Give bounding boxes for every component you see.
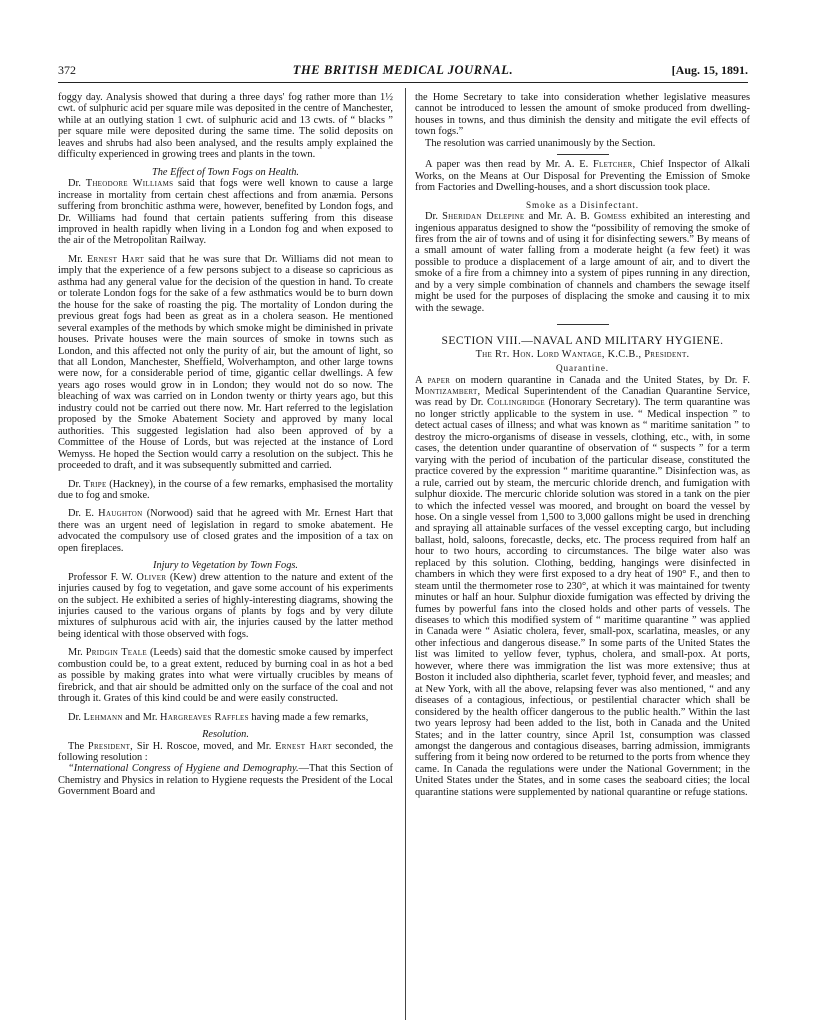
subheading-vegetation: Injury to Vegetation by Town Fogs. bbox=[153, 560, 298, 572]
header-rule bbox=[58, 82, 748, 83]
issue-date: [Aug. 15, 1891. bbox=[671, 63, 748, 77]
speaker-name: Ernest Hart bbox=[275, 740, 332, 752]
speaker-name: Collingridge bbox=[487, 397, 545, 409]
speaker-name: Montizambert, bbox=[415, 385, 481, 397]
subheading-smoke-disinfectant: Smoke as a Disinfectant. bbox=[526, 199, 639, 210]
speaker-name: Lehmann bbox=[83, 711, 123, 723]
fletcher-paragraph: A paper was then read by Mr. A. E. Fletcher, Chief Inspector of Alkali Works, on the Means at Our Disposal for Preventing the Emission of Smoke from Factories and Dwelling-houses, and a short discussion took place. bbox=[415, 159, 750, 194]
subheading-town-fogs-health: The Effect of Town Fogs on Health. bbox=[151, 166, 299, 178]
page-number: 372 bbox=[58, 63, 76, 77]
left-column bbox=[58, 92, 393, 798]
section-heading: SECTION VIII.—NAVAL AND MILITARY HYGIENE. bbox=[441, 334, 724, 348]
haughton-paragraph: Dr. E. Haughton (Norwood) said that he agreed with Mr. Ernest Hart that there was an urgent need of legislation in regard to smoke abatement. He advocated the compulsory use of closed grates and the imposition of a tax on open fireplaces. bbox=[58, 508, 393, 554]
speaker-name: President, bbox=[87, 740, 134, 752]
tripe-paragraph: Dr. Tripe (Hackney), in the course of a few remarks, emphasised the mortality due to fog and smoke. bbox=[58, 478, 394, 501]
speaker-name: Gomess bbox=[593, 211, 627, 223]
resolution-carried: The resolution was carried unanimously by the Section. bbox=[425, 137, 656, 149]
president-paragraph: The President, Sir H. Roscoe, moved, and Mr. Ernest Hart seconded, the following resolution : bbox=[58, 740, 393, 764]
oliver-paragraph: Professor F. W. Oliver (Kew) drew attention to the nature and extent of the injuries caused by fog to vegetation, and gave some account of his experiments on the subject. He exhibited a series of highly-interesting diagrams, showing the injuries caused to the various organs of plants by fogs and by very dilute mixtures of sulphurous acid with air, the injuries caused by the latter method being identical with those observed with fogs. bbox=[58, 571, 393, 640]
speaker-name: Sheridan Delepine bbox=[442, 211, 525, 223]
resolution-text: “International Congress of Hygiene and Demography.—That this Section of Chemistry and Physics in relation to Hygiene requests the President of the Local Government Board and bbox=[58, 763, 393, 798]
journal-title: THE BRITISH MEDICAL JOURNAL. bbox=[292, 63, 514, 77]
resolution-continued: the Home Secretary to take into consideration whether legislative measures cannot be introduced to lessen the amount of smoke produced from dwelling-houses in towns, and thus diminish the density and mitigate the evil effects of town fogs.” bbox=[415, 92, 750, 138]
speaker-name: Ernest Hart bbox=[86, 253, 145, 265]
speaker-name: Oliver bbox=[136, 571, 167, 583]
section-president: The Rt. Hon. Lord Wantage, K.C.B., President. bbox=[475, 348, 690, 360]
quarantine-paragraph: A paper on modern quarantine in Canada and the United States, by Dr. F. Montizambert, Medical Superintendent of the Canadian Quarantine Service, was read by Dr. Collingridge (Honorary Secretary). The term quarantine was no longer strictly applicable to the system in use. “ Medical inspection ” to detect actual cases of illness; and what was known as “ maritime sanitation ” to destroy the micro-organisms of disease in vessels, clothing, etc., with, in some cases, the detention under quarantine of observation of “ suspects ” for a term varying with the period of incubation of the particular disease, constituted the practice covered by the expression “ maritime quarantine.” Disinfection was, as a rule, carried out by steam, the mercuric chloride drench, and fumigation with sulphur dioxide. The mercuric chloride solution was stored in a tank on the pier to which the infected vessel was moored, and brought on board the vessel by hose. On a single vessel from 1,500 to 3,000 gallons might be used in drenching and spraying all attainable surfaces of the vessel excepting cargo, but including ballast, hold, saloons, forecastle, decks, etc. The process required from half an hour to two hours, according to circumstances. The bilge water also was replaced by this solution. Clothing, bedding, hangings were disinfected in chambers in which they were first exposed to a dry heat of 190° F., and then to steam until the thermometer rose to 230°, at which it was maintained for twenty minutes or half an hour. Sulphur dioxide fumigation was effected by driving the fumes by powerful fans into the closed holds and other parts of vessels. The diseases to which this modified system of “ maritime quarantine ” was applied in Canada were “ Asiatic cholera, fever, small-pox, scarlatina, measles, or any other infectious and dangerous disease.” In some parts of the United States the list was limited to yellow fever, typhus, cholera, and small-pox. At ports, however, where there was immigration the list was more extensive; thus at Boston it included also diphtheria, scarlet fever, typhoid fever, and measles; and at New York, with all the above, relapsing fever was also mentioned, “ and any diseases of a contagious, infectious, or pestilential character which shall be considered by the health officer dangerous to the public health.” Within the last two years leprosy had been added to the list, both in Canada and the United States; and in the latter country, since April 1st, consumption was classed amongst the dangerous and contagious diseases, barring admission, immigrants suffering from it being now ordered to be returned to the ports from whence they came. In Canada the regulations were under the National Government; in the United States under the States, and in some cases the seaboard cities; the local quarantine stations were supplemented by national quarantine or refuge stations. bbox=[415, 374, 750, 798]
running-header bbox=[58, 63, 748, 81]
teale-paragraph: Mr. Pridgin Teale (Leeds) said that the domestic smoke caused by imperfect combustion could be, to a great extent, reduced by burning coal in as hot a bed as possible by making grates into what were virtually crucibles by means of firebrick, and that air should be admitted only on the surface of the coal and not through it. Grates of this kind could be and were easily constructed. bbox=[58, 647, 393, 705]
speaker-name: Pridgin Teale bbox=[85, 647, 147, 659]
column-divider bbox=[405, 88, 406, 1020]
subheading-resolution: Resolution. bbox=[202, 729, 249, 741]
right-column bbox=[415, 92, 750, 798]
speaker-name: Haughton bbox=[98, 508, 143, 520]
hart-paragraph: Mr. Ernest Hart said that he was sure that Dr. Williams did not mean to imply that the experience of a few persons subject to a disease so capricious as asthma had any general value for the decision of the question in hand. To create or tolerate London fogs for the sake of a few asthmatics would be to burn down the house for the sake of roasting the pig. The mortality of London during the previous great fogs had been as great as in a cholera season. He mentioned several examples of the methods by which smoke might be diminished in private houses. Private houses were the main sources of smoke in towns such as London, and this affected not only the purity of air, but the amount of light, so that all London, Manchester, Sheffield, Wolverhampton, and other large towns were now, for a considerable period of time, gigantic cellar dwellings. A few years ago roses would grow in in London; they would not do so now. The bleaching of wax was carried on in London twenty or thirty years ago, but this industry could not be carried out there now. Mr. Hart referred to the legislation proposed by the Smoke Abatement Society and approved by many local authorities. This suggested legislation had also been approved of by a Committee of the House of Lords, but was rejected at the instance of Lord Wemyss. He hoped the Section would carry a resolution on the subject. This he proceeded to draft, and it was subsequently submitted and carried. bbox=[58, 253, 393, 472]
fog-analysis-paragraph: foggy day. Analysis showed that during a three days' fog rather more than 1½ cwt. of sulphuric acid per square mile was deposited in the centre of Manchester, while at an outlying station 1 cwt. of sulphuric acid and 13 cwts. of “ blacks ” per square mile were deposited during the same time. The solid deposits on leaves and shrubs had also been analysed, and the results amply explained the difficulty experienced in growing trees and plants in the town. bbox=[58, 92, 393, 161]
subheading-quarantine: Quarantine. bbox=[555, 363, 609, 374]
williams-paragraph: Dr. Theodore Williams said that fogs were well known to cause a large increase in mortality from certain chest affections and from anæmia. Persons suffering from bronchitic asthma were, however, benefited by London fogs, and Dr. Williams had found that certain patients suffering from this disease improved in health rapidly when living in a London fog and when exposed to the air of the Metropolitan Railway. bbox=[58, 178, 393, 247]
speaker-name: Hargreaves Raffles bbox=[160, 711, 249, 723]
speaker-name: Tripe bbox=[83, 478, 107, 490]
lehmann-paragraph: Dr. Lehmann and Mr. Hargreaves Raffles having made a few remarks, bbox=[68, 711, 369, 723]
separator-rule bbox=[557, 324, 609, 325]
speaker-name: Theodore Williams bbox=[85, 178, 174, 190]
speaker-name: Fletcher, bbox=[592, 159, 636, 171]
separator-rule bbox=[557, 154, 609, 155]
delepine-paragraph: Dr. Sheridan Delepine and Mr. A. B. Gomess exhibited an interesting and ingenious apparatus designed to show the “possibility of removing the smoke of fires from the air of towns and of using it for disinfecting sewers.” By means of a small amount of water falling from a moderate height (a few feet) it was possible to produce a displacement of a large amount of air, and to divert the smoke of a fire from a chimney into a system of pipes running in any direction, and by a very simple combination of channels and chambers the sewage itself might be used for the purposes of displacing the smoke and causing it to mix with the sewage. bbox=[415, 211, 751, 314]
